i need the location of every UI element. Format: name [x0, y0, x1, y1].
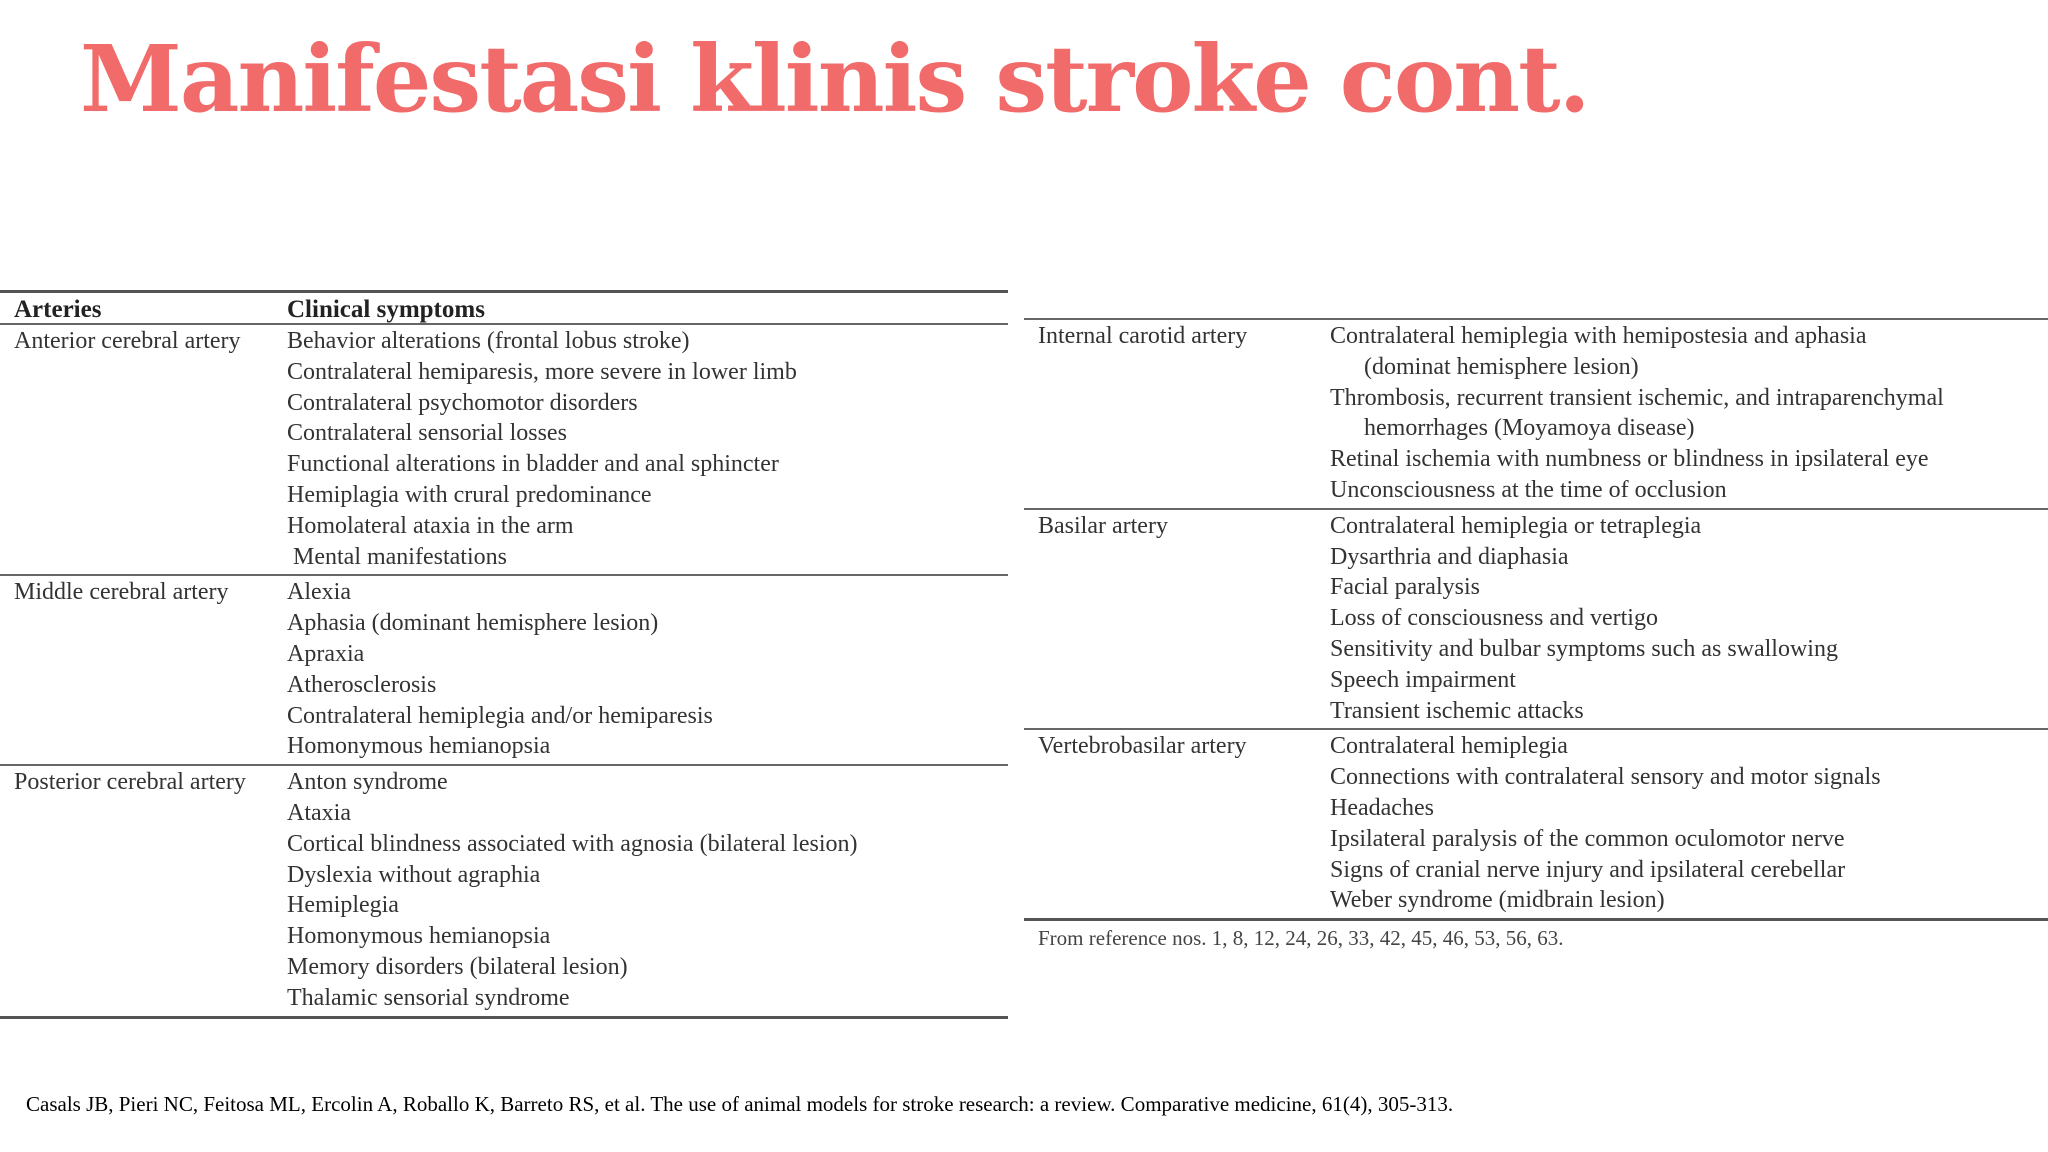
symptom-item: Mental manifestations	[293, 543, 507, 570]
symptom-list	[1330, 731, 2048, 916]
artery-name: Basilar artery	[1038, 512, 1168, 539]
symptom-item: Connections with contralateral sensory and motor signals	[1330, 764, 1881, 791]
symptom-item: Alexia	[287, 579, 351, 606]
symptom-list	[1330, 511, 2048, 727]
clinical-symptoms-table-right	[1024, 318, 2048, 953]
reference-citation: Casals JB, Pieri NC, Feitosa ML, Ercolin A, Roballo K, Barreto RS, et al. The use of animal models for stroke research: a review. Comparative medicine, 61(4), 305-313.	[26, 1092, 1454, 1116]
symptom-item: Contralateral hemiplegia	[1330, 733, 1568, 760]
symptom-item: Dysarthria and diaphasia	[1330, 543, 1569, 570]
symptom-item: Weber syndrome (midbrain lesion)	[1330, 887, 1665, 914]
symptom-item: Sensitivity and bulbar symptoms such as swallowing	[1330, 635, 1838, 662]
artery-group-posterior-cerebral	[0, 766, 1008, 1015]
symptom-item: Hemiplegia	[287, 892, 399, 919]
artery-name: Anterior cerebral artery	[14, 328, 241, 354]
artery-name: Internal carotid artery	[1038, 323, 1248, 349]
symptom-item: Cortical blindness associated with agnosia (bilateral lesion)	[287, 830, 858, 857]
artery-group-anterior-cerebral	[0, 325, 1008, 574]
symptom-item: Loss of consciousness and vertigo	[1330, 605, 1658, 632]
slide-title: Manifestasi klinis stroke cont.	[80, 25, 1589, 133]
symptom-item: Ipsilateral paralysis of the common oculomotor nerve	[1330, 825, 1845, 852]
symptom-item: Homonymous hemianopsia	[287, 923, 551, 950]
symptom-item: Apraxia	[287, 640, 365, 667]
symptom-item: Contralateral sensorial losses	[287, 420, 567, 447]
symptom-list	[287, 577, 1008, 762]
clinical-symptoms-table-left	[0, 290, 1008, 1019]
symptom-item: Retinal ischemia with numbness or blindness in ipsilateral eye	[1330, 446, 1929, 473]
symptom-item: Signs of cranial nerve injury and ipsilateral cerebellar	[1330, 856, 1846, 883]
symptom-item: Homolateral ataxia in the arm	[287, 512, 574, 539]
table-header-row	[0, 293, 1008, 323]
artery-name: Middle cerebral artery	[14, 579, 229, 606]
symptom-item	[1330, 321, 2048, 383]
table-footnote: From reference nos. 1, 8, 12, 24, 26, 33, 42, 45, 46, 53, 56, 63.	[1038, 926, 1564, 951]
symptom-item: Dyslexia without agraphia	[287, 861, 541, 888]
artery-group-basilar	[1024, 510, 2048, 729]
symptom-item: Contralateral hemiplegia and/or hemiparesis	[287, 702, 713, 729]
symptom-item: Homonymous hemianopsia	[287, 733, 551, 760]
symptom-item: Anton syndrome	[287, 769, 448, 796]
symptom-item: Hemiplagia with crural predominance	[287, 481, 652, 508]
symptom-item: Transient ischemic attacks	[1330, 697, 1584, 724]
symptom-line: Thrombosis, recurrent transient ischemic, and intraparenchymal	[1330, 384, 1944, 411]
symptom-item: Contralateral hemiplegia or tetraplegia	[1330, 512, 1702, 539]
artery-group-vertebrobasilar	[1024, 730, 2048, 918]
symptom-list	[1330, 321, 2048, 506]
column-header-clinical-symptoms: Clinical symptoms	[287, 296, 485, 323]
symptom-line: Contralateral hemiplegia with hemipostesia and aphasia	[1330, 323, 1867, 349]
artery-name: Vertebrobasilar artery	[1038, 733, 1247, 760]
symptom-item: Ataxia	[287, 799, 351, 826]
symptom-item: Unconsciousness at the time of occlusion	[1330, 476, 1727, 503]
table-bottom-rule	[0, 1016, 1008, 1019]
symptom-list	[287, 767, 1008, 1013]
symptom-item: Facial paralysis	[1330, 574, 1480, 601]
symptom-item: Atherosclerosis	[287, 671, 437, 698]
symptom-item: Thalamic sensorial syndrome	[287, 984, 570, 1011]
symptom-item: Functional alterations in bladder and anal sphincter	[287, 451, 779, 478]
artery-group-internal-carotid	[1024, 320, 2048, 508]
symptom-item: Aphasia (dominant hemisphere lesion)	[287, 610, 659, 637]
column-header-arteries: Arteries	[14, 296, 102, 323]
symptom-item: Memory disorders (bilateral lesion)	[287, 953, 628, 980]
artery-group-middle-cerebral	[0, 576, 1008, 764]
symptom-item: Contralateral hemiparesis, more severe in lower limb	[287, 358, 797, 385]
artery-name: Posterior cerebral artery	[14, 769, 246, 796]
symptom-item	[1330, 383, 2048, 445]
symptom-item: Speech impairment	[1330, 666, 1516, 693]
symptom-continuation: hemorrhages (Moyamoya disease)	[1364, 415, 1695, 442]
symptom-continuation: (dominat hemisphere lesion)	[1364, 353, 1639, 380]
symptom-list	[287, 326, 1008, 572]
symptom-item: Headaches	[1330, 794, 1434, 821]
symptom-item: Contralateral psychomotor disorders	[287, 389, 638, 416]
symptom-item: Behavior alterations (frontal lobus stroke)	[287, 328, 690, 354]
